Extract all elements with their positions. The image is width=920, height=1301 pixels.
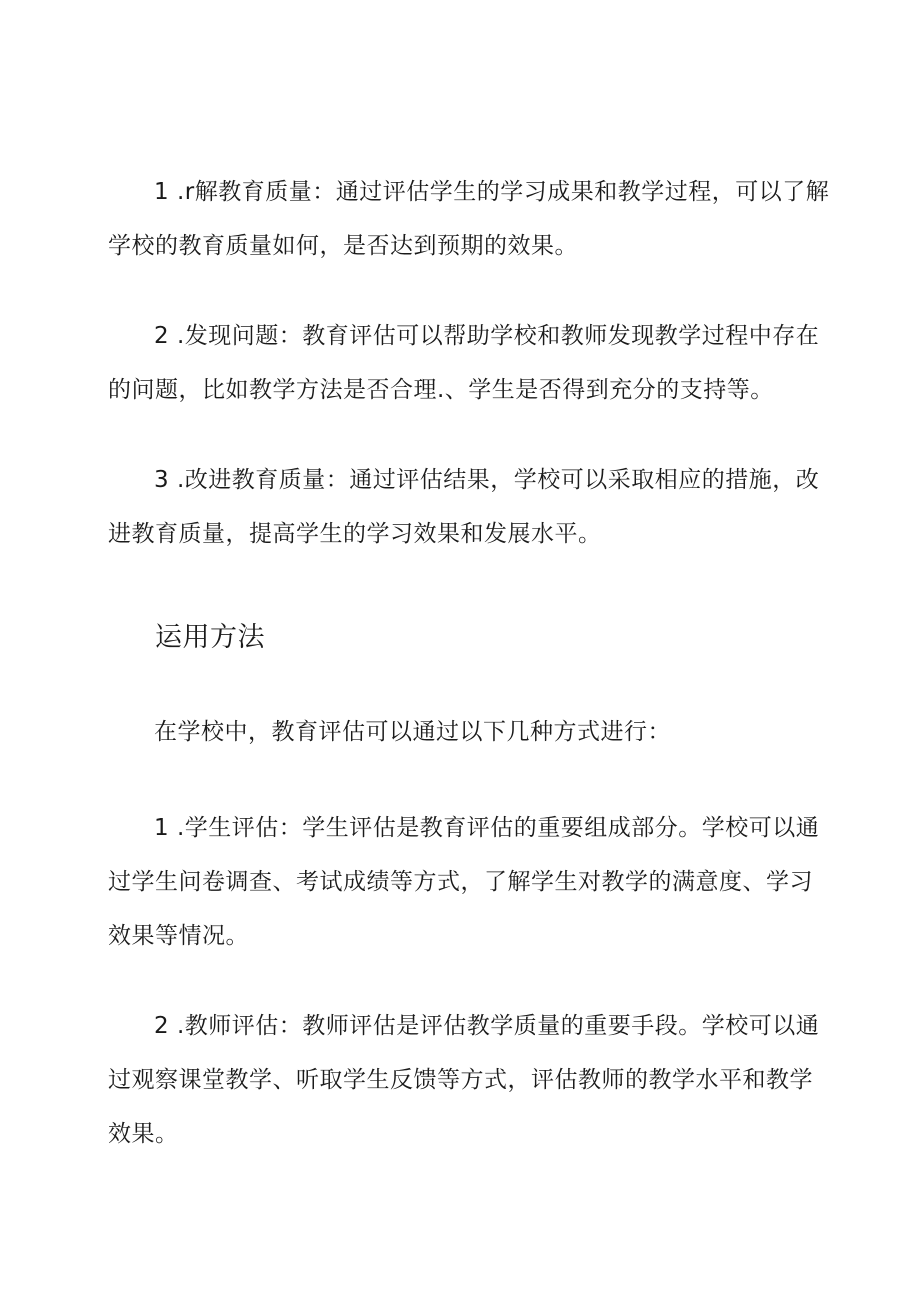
- intro-paragraph: [108, 705, 808, 759]
- method-paragraph-1: [108, 801, 820, 963]
- numbered-paragraph-2: [108, 309, 820, 417]
- numbered-paragraph-3: [108, 453, 820, 561]
- numbered-paragraph-1: [108, 165, 830, 273]
- paragraph-line: 效果。: [108, 1121, 179, 1147]
- paragraph-line: 过学生问卷调查、考试成绩等方式，了解学生对教学的满意度、学习: [108, 869, 813, 895]
- paragraph-line: 进教育质量，提高学生的学习效果和发展水平。: [108, 521, 602, 547]
- paragraph-line: 过观察课堂教学、听取学生反馈等方式，评估教师的教学水平和教学: [108, 1067, 813, 1093]
- section-heading: 运用方法: [155, 622, 265, 653]
- paragraph-line: 2 .教师评估：教师评估是评估教学质量的重要手段。学校可以通: [154, 1013, 820, 1039]
- paragraph-line: 学校的教育质量如何，是否达到预期的效果。: [108, 233, 578, 259]
- paragraph-line: 1 .学生评估：学生评估是教育评估的重要组成部分。学校可以通: [154, 815, 820, 841]
- paragraph-line: 3 .改进教育质量：通过评估结果，学校可以采取相应的措施，改: [154, 467, 820, 493]
- paragraph-line: 在学校中，教育评估可以通过以下几种方式进行：: [154, 719, 671, 745]
- paragraph-line: 1 .r解教育质量：通过评估学生的学习成果和教学过程，可以了解: [154, 179, 830, 205]
- paragraph-line: 2 .发现问题：教育评估可以帮助学校和教师发现教学过程中存在: [154, 323, 820, 349]
- paragraph-line: 的问题，比如教学方法是否合理.、学生是否得到充分的支持等。: [108, 377, 774, 403]
- method-paragraph-2: [108, 999, 820, 1161]
- paragraph-line: 效果等情况。: [108, 923, 249, 949]
